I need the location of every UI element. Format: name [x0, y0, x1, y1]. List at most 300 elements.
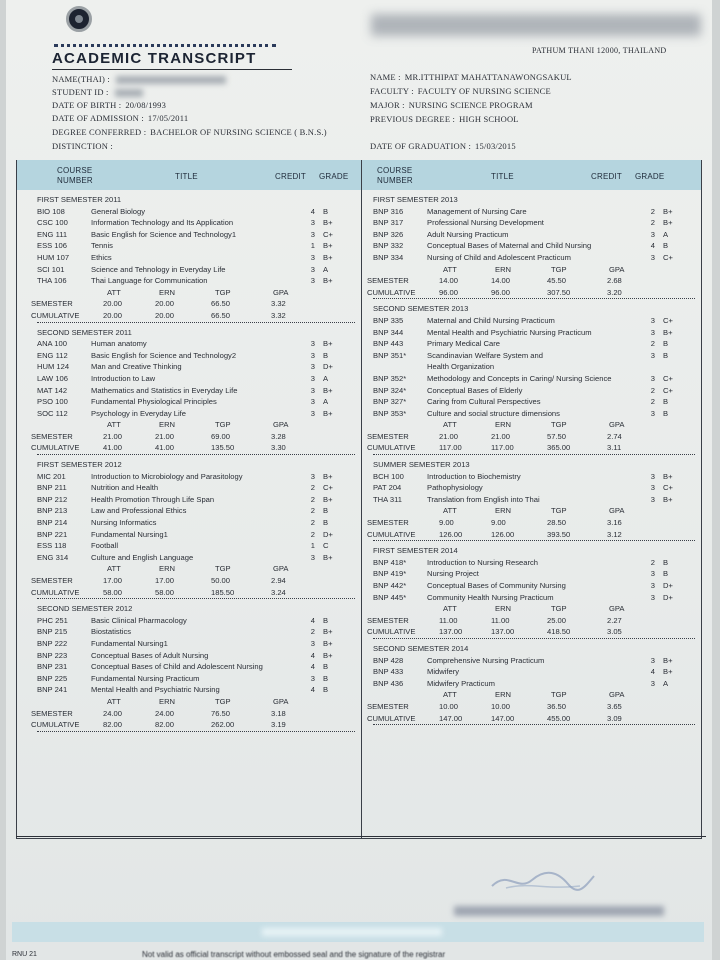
cumulative-tgp: 393.50: [547, 529, 571, 539]
course-grade: A: [663, 229, 669, 239]
col-course-2: NUMBER: [57, 176, 93, 185]
course-credit: 3: [310, 552, 315, 562]
course-grade: B+: [323, 385, 333, 395]
tgp-label: TGP: [215, 420, 231, 430]
course-row: [37, 517, 355, 529]
course-title: Information Technology and Its Application: [91, 218, 234, 228]
course-row: [373, 666, 695, 678]
col-course-1: COURSE: [57, 166, 93, 175]
course-code: ENG 111: [37, 229, 68, 239]
cumulative-label: CUMULATIVE: [31, 720, 80, 730]
semester-ern: 24.00: [155, 708, 175, 718]
course-grade: C+: [663, 252, 673, 262]
course-grade: D+: [323, 362, 333, 372]
redacted-value: [116, 76, 226, 84]
tgp-label: TGP: [551, 264, 567, 274]
major-row: [370, 100, 533, 110]
course-title: Psychology in Everyday Life: [91, 408, 186, 418]
registrar-signature: [488, 866, 598, 894]
course-grade: C+: [323, 229, 333, 239]
course-title: Pathophysiology: [427, 483, 483, 493]
semester-tgp: 28.50: [547, 518, 567, 528]
course-credit: 3: [310, 218, 315, 228]
semester-tgp: 36.50: [547, 701, 567, 711]
semester-label: SEMESTER: [367, 701, 409, 711]
course-code: BNP 418*: [373, 557, 407, 567]
course-title: Conceptual Bases of Community Nursing: [427, 581, 566, 590]
col-grade: GRADE: [319, 172, 349, 181]
course-code: ESS 106: [37, 241, 67, 251]
cumulative-tgp: 262.00: [211, 720, 235, 730]
course-grade: B: [323, 206, 329, 216]
gpa-label: GPA: [609, 690, 625, 700]
course-row: [373, 240, 695, 252]
stats-header: [37, 419, 355, 431]
course-grade: B: [663, 569, 669, 579]
course-credit: 3: [310, 397, 315, 407]
cumulative-att: 41.00: [103, 443, 123, 453]
course-grade: D+: [663, 592, 673, 602]
stats-header: [37, 696, 355, 708]
course-credit: 2: [310, 518, 315, 528]
semester-label: SEMESTER: [31, 299, 73, 309]
stats-header: [373, 505, 695, 517]
course-row: [373, 655, 695, 667]
course-credit: 2: [650, 557, 655, 567]
major-label: MAJOR :: [370, 100, 405, 110]
graduation-label: DATE OF GRADUATION :: [370, 141, 472, 151]
course-title: Human anatomy: [91, 339, 147, 349]
col-credit: CREDIT: [591, 172, 622, 181]
course-credit: 3: [650, 494, 655, 504]
course-grade: B: [323, 673, 329, 683]
ern-label: ERN: [159, 696, 176, 706]
cumulative-gpa: 3.19: [271, 720, 286, 730]
col-credit: CREDIT: [275, 172, 306, 181]
semester-ern: 11.00: [491, 615, 510, 625]
semester-title: SECOND SEMESTER 2014: [373, 643, 469, 653]
cumulative-tgp: 66.50: [211, 310, 231, 320]
course-row: [37, 229, 355, 241]
course-title: Methodology and Concepts in Caring/ Nursing Science: [427, 373, 612, 383]
course-credit: 3: [310, 362, 315, 372]
previous-degree-label: PREVIOUS DEGREE :: [370, 114, 456, 124]
att-label: ATT: [443, 264, 457, 274]
major-value: NURSING SCIENCE PROGRAM: [408, 100, 533, 110]
cumulative-label: CUMULATIVE: [31, 587, 80, 597]
ern-label: ERN: [495, 690, 512, 700]
course-grade: B+: [663, 206, 673, 216]
course-grade: B: [323, 615, 329, 625]
previous-degree-row: [370, 114, 519, 124]
course-grade: C+: [663, 385, 673, 395]
course-row: [37, 615, 355, 627]
course-row: [373, 217, 695, 229]
degree-row: [52, 127, 327, 137]
course-grade: D+: [323, 529, 333, 539]
dotted-divider: [54, 44, 276, 47]
course-grade: C+: [663, 483, 673, 493]
semester-tgp: 76.50: [211, 708, 231, 718]
course-row: [37, 240, 355, 252]
course-code: MAT 142: [37, 385, 68, 395]
course-row: [37, 408, 355, 420]
course-grade: B: [663, 408, 669, 418]
course-grade: B: [663, 350, 669, 360]
course-code: BNP 445*: [373, 592, 407, 602]
course-code: BNP 436: [373, 678, 404, 688]
gpa-label: GPA: [609, 420, 625, 430]
cumulative-label: CUMULATIVE: [367, 627, 416, 637]
course-code: BNP 241: [37, 685, 68, 695]
cumulative-label: CUMULATIVE: [367, 287, 416, 297]
col-title: TITLE: [175, 172, 198, 181]
semester-label: SEMESTER: [367, 276, 409, 286]
semester-gpa: 2.94: [271, 576, 286, 585]
semester-tgp: 45.50: [547, 276, 567, 286]
semester-att: 21.00: [439, 431, 459, 441]
semester-ern: 17.00: [155, 576, 175, 585]
col-course-1: COURSE: [377, 166, 413, 175]
semester-ern: 21.00: [491, 431, 511, 441]
course-title: Midwifery: [427, 667, 460, 677]
cumulative-ern: 137.00: [491, 627, 515, 637]
semester-ern: 21.00: [155, 431, 175, 441]
course-grade: C: [323, 541, 329, 551]
stats-header: [373, 419, 695, 431]
course-grade: B: [323, 350, 329, 360]
course-title: Management of Nursing Care: [427, 206, 527, 216]
att-label: ATT: [107, 287, 121, 297]
stats-header: [373, 264, 695, 276]
course-credit: 3: [650, 229, 655, 239]
name-thai-label: NAME(THAI) :: [52, 74, 110, 84]
course-grade: C+: [323, 483, 333, 493]
document-title: ACADEMIC TRANSCRIPT: [52, 50, 257, 67]
ern-label: ERN: [495, 420, 512, 430]
name-label: NAME :: [370, 72, 401, 82]
course-row: [37, 373, 355, 385]
course-code: BNP 225: [37, 673, 68, 683]
course-code: PAT 204: [373, 483, 402, 493]
course-title: Fundamental Nursing1: [91, 529, 168, 539]
course-code: THA 106: [37, 276, 67, 286]
course-credit: 4: [310, 685, 315, 695]
cumulative-att: 20.00: [103, 310, 123, 320]
course-code: BNP 221: [37, 529, 68, 539]
course-row: [373, 252, 695, 264]
footer-band-text-blurred: [262, 928, 442, 936]
course-code: BNP 214: [37, 518, 68, 528]
course-code: ESS 118: [37, 541, 67, 551]
course-grade: B+: [323, 241, 333, 251]
ern-label: ERN: [495, 506, 512, 516]
cumulative-att: 96.00: [439, 287, 459, 297]
course-credit: 4: [310, 615, 315, 625]
course-grade: B+: [323, 471, 333, 481]
cumulative-gpa: 3.12: [607, 529, 622, 539]
semester-tgp: 57.50: [547, 431, 567, 441]
faculty-value: FACULTY OF NURSING SCIENCE: [417, 86, 551, 96]
course-row: [37, 650, 355, 662]
course-grade: B: [323, 662, 329, 672]
course-row: [373, 471, 695, 483]
course-title: Tennis: [91, 241, 113, 251]
course-grade: B: [323, 506, 329, 516]
stats-header: [373, 603, 695, 615]
semester-title: FIRST SEMESTER 2014: [373, 546, 458, 556]
course-title: Translation from English into Thai: [427, 494, 540, 504]
course-grade: B+: [663, 471, 673, 481]
semester-gpa: 2.74: [607, 431, 622, 441]
semester-stats-row: [367, 517, 695, 529]
student-id-label: STUDENT ID :: [52, 87, 109, 97]
university-seal-icon: [66, 6, 92, 32]
course-credit: 3: [650, 252, 655, 262]
course-code: PSO 100: [37, 397, 68, 407]
gpa-label: GPA: [273, 696, 289, 706]
course-grade: B+: [663, 327, 673, 337]
semester-att: 17.00: [103, 576, 123, 585]
course-grade: C+: [663, 315, 673, 325]
course-grade: B: [323, 685, 329, 695]
course-row: [37, 350, 355, 362]
course-credit: 2: [310, 627, 315, 637]
admission-row: [52, 113, 188, 123]
course-code: SCI 101: [37, 264, 65, 274]
course-title: Law and Professional Ethics: [91, 506, 187, 516]
course-credit: 3: [310, 408, 315, 418]
col-course-2: NUMBER: [377, 176, 413, 185]
course-credit: 3: [310, 673, 315, 683]
course-code: BNP 222: [37, 638, 68, 648]
course-grade: B+: [663, 667, 673, 677]
course-grade: B+: [323, 252, 333, 262]
course-row: [373, 482, 695, 494]
course-title: Basic Clinical Pharmacology: [91, 615, 187, 625]
course-row: [37, 661, 355, 673]
semester-gpa: 3.18: [271, 708, 286, 718]
course-title: Biostatistics: [91, 627, 132, 637]
redacted-value: [115, 89, 143, 97]
course-code: BNP 442*: [373, 581, 407, 590]
footer-band: [12, 922, 704, 942]
semester-ern: 14.00: [491, 276, 511, 286]
course-row: [373, 580, 695, 592]
course-grade: B+: [663, 655, 673, 665]
course-code: BNP 419*: [373, 569, 407, 579]
cumulative-gpa: 3.05: [607, 627, 622, 637]
course-row: [373, 557, 695, 569]
course-row: [373, 385, 695, 397]
semester-title: FIRST SEMESTER 2012: [37, 460, 122, 470]
course-title: Caring from Cultural Perspectives: [427, 397, 541, 407]
course-credit: 3: [650, 569, 655, 579]
semester-gpa: 3.32: [271, 299, 286, 309]
course-credit: 3: [310, 252, 315, 262]
cumulative-stats-row: [31, 442, 355, 455]
semester-tgp: 66.50: [211, 299, 231, 309]
course-row: [373, 396, 695, 408]
course-row: [37, 482, 355, 494]
course-credit: 2: [310, 494, 315, 504]
semester-tgp: 25.00: [547, 615, 567, 625]
semester-att: 14.00: [439, 276, 459, 286]
course-credit: 3: [650, 483, 655, 493]
course-code: BNP 334: [373, 252, 404, 262]
course-title: Thai Language for Communication: [91, 276, 208, 286]
course-grade: B: [323, 518, 329, 528]
course-grade: B+: [323, 494, 333, 504]
course-title: Maternal and Child Nursing Practicum: [427, 315, 555, 325]
course-title: Mental Health and Psychiatric Nursing: [91, 685, 220, 695]
cumulative-gpa: 3.09: [607, 713, 622, 723]
course-row: [37, 361, 355, 373]
semester-ern: 10.00: [491, 701, 511, 711]
course-title: Primary Medical Care: [427, 339, 501, 349]
degree-value: BACHELOR OF NURSING SCIENCE ( B.N.S.): [150, 127, 327, 137]
course-title: Conceptual Bases of Elderly: [427, 385, 523, 395]
att-label: ATT: [443, 604, 457, 614]
course-row: [373, 229, 695, 241]
cumulative-tgp: 365.00: [547, 443, 571, 453]
course-grade: B+: [323, 638, 333, 648]
course-code: BCH 100: [373, 471, 404, 481]
course-credit: 4: [650, 667, 655, 677]
faculty-row: [370, 86, 551, 96]
course-grade: B+: [323, 408, 333, 418]
course-title: Introduction to Nursing Research: [427, 557, 539, 567]
column-header: [17, 160, 701, 190]
att-label: ATT: [107, 696, 121, 706]
course-grade: B: [663, 339, 669, 349]
course-title: Community Health Nursing Practicum: [427, 592, 554, 602]
cumulative-gpa: 3.20: [607, 287, 622, 297]
att-label: ATT: [107, 420, 121, 430]
course-credit: 2: [650, 218, 655, 228]
course-row: [37, 529, 355, 541]
tgp-label: TGP: [215, 696, 231, 706]
cumulative-tgp: 418.50: [547, 627, 571, 637]
course-row: [37, 540, 355, 552]
course-code: THA 311: [373, 494, 402, 504]
validity-note: Not valid as official transcript without embossed seal and the signature of the registrar: [142, 950, 446, 959]
semester-title: SECOND SEMESTER 2013: [373, 304, 469, 314]
course-credit: 3: [310, 229, 315, 239]
course-credit: 3: [650, 350, 655, 360]
course-credit: 2: [650, 385, 655, 395]
course-code: BNP 335: [373, 315, 404, 325]
course-code: BNP 433: [373, 667, 404, 677]
degree-label: DEGREE CONFERRED :: [52, 127, 147, 137]
tgp-label: TGP: [215, 287, 231, 297]
semester-att: 10.00: [439, 701, 459, 711]
course-row: [37, 206, 355, 218]
course-credit: 3: [310, 264, 315, 274]
course-credit: 3: [310, 276, 315, 286]
course-grade: C+: [663, 373, 673, 383]
cumulative-stats-row: [367, 713, 695, 726]
semester-tgp: 69.00: [211, 431, 231, 441]
title-underline: [52, 69, 292, 70]
ern-label: ERN: [495, 264, 512, 274]
ern-label: ERN: [159, 564, 176, 574]
course-code: BNP 317: [373, 218, 404, 228]
address: PATHUM THANI 12000, THAILAND: [532, 46, 667, 55]
previous-degree-value: HIGH SCHOOL: [459, 114, 519, 124]
course-code: BNP 215: [37, 627, 68, 637]
semester-title: FIRST SEMESTER 2013: [373, 195, 458, 204]
course-credit: 2: [650, 206, 655, 216]
column-divider: [361, 160, 362, 838]
course-title: Fundamental Physiological Principles: [91, 397, 217, 407]
course-grade: B+: [323, 552, 333, 562]
course-grade: B+: [323, 650, 333, 660]
cumulative-ern: 117.00: [491, 443, 514, 453]
ern-label: ERN: [159, 420, 176, 430]
gpa-label: GPA: [273, 287, 289, 297]
course-title: Fundamental Nursing Practicum: [91, 673, 200, 683]
right-column: [367, 194, 695, 729]
cumulative-gpa: 3.11: [607, 443, 622, 453]
section-gap: [373, 725, 695, 729]
cumulative-att: 117.00: [439, 443, 462, 453]
semester-label: SEMESTER: [367, 615, 409, 625]
course-title: Conceptual Bases of Child and Adolescent Nursing: [91, 662, 263, 672]
course-title: Professional Nursing Development: [427, 218, 544, 228]
dob-value: 20/08/1993: [125, 100, 167, 110]
course-grade: B+: [323, 627, 333, 637]
course-grade: B: [663, 241, 669, 251]
course-code: BNP 353*: [373, 408, 407, 418]
course-title: Conceptual Bases of Adult Nursing: [91, 650, 209, 660]
semester-att: 21.00: [103, 431, 123, 441]
cumulative-stats-row: [367, 626, 695, 639]
semester-stats-row: [31, 575, 355, 587]
course-title: Conceptual Bases of Maternal and Child Nursing: [427, 241, 592, 251]
course-title: Basic English for Science and Technology1: [91, 229, 237, 239]
semester-att: 20.00: [103, 299, 123, 309]
name-row: [370, 72, 572, 82]
tgp-label: TGP: [551, 506, 567, 516]
course-title: Nursing Informatics: [91, 518, 157, 528]
course-code: MIC 201: [37, 471, 66, 481]
course-grade: B+: [323, 339, 333, 349]
course-grade: A: [663, 678, 669, 688]
semester-title: SUMMER SEMESTER 2013: [373, 460, 470, 470]
cumulative-att: 137.00: [439, 627, 463, 637]
gpa-label: GPA: [609, 604, 625, 614]
course-title: Football: [91, 541, 119, 551]
cumulative-ern: 58.00: [155, 587, 175, 597]
left-column: [31, 194, 355, 736]
ern-label: ERN: [495, 604, 512, 614]
admission-label: DATE OF ADMISSION :: [52, 113, 144, 123]
att-label: ATT: [107, 564, 121, 574]
course-row: [37, 684, 355, 696]
course-title: Mental Health and Psychiatric Nursing Practicum: [427, 327, 592, 337]
course-title: Basic English for Science and Technology2: [91, 350, 237, 360]
course-row-continued: [373, 361, 695, 373]
course-credit: 2: [310, 529, 315, 539]
course-title: Mathematics and Statistics in Everyday Life: [91, 385, 238, 395]
semester-title: SECOND SEMESTER 2012: [37, 604, 133, 614]
course-credit: 3: [650, 592, 655, 602]
cumulative-att: 126.00: [439, 529, 463, 539]
course-title: Adult Nursing Practicum: [427, 229, 509, 239]
course-code: LAW 106: [37, 373, 68, 383]
semester-gpa: 2.68: [607, 276, 622, 286]
